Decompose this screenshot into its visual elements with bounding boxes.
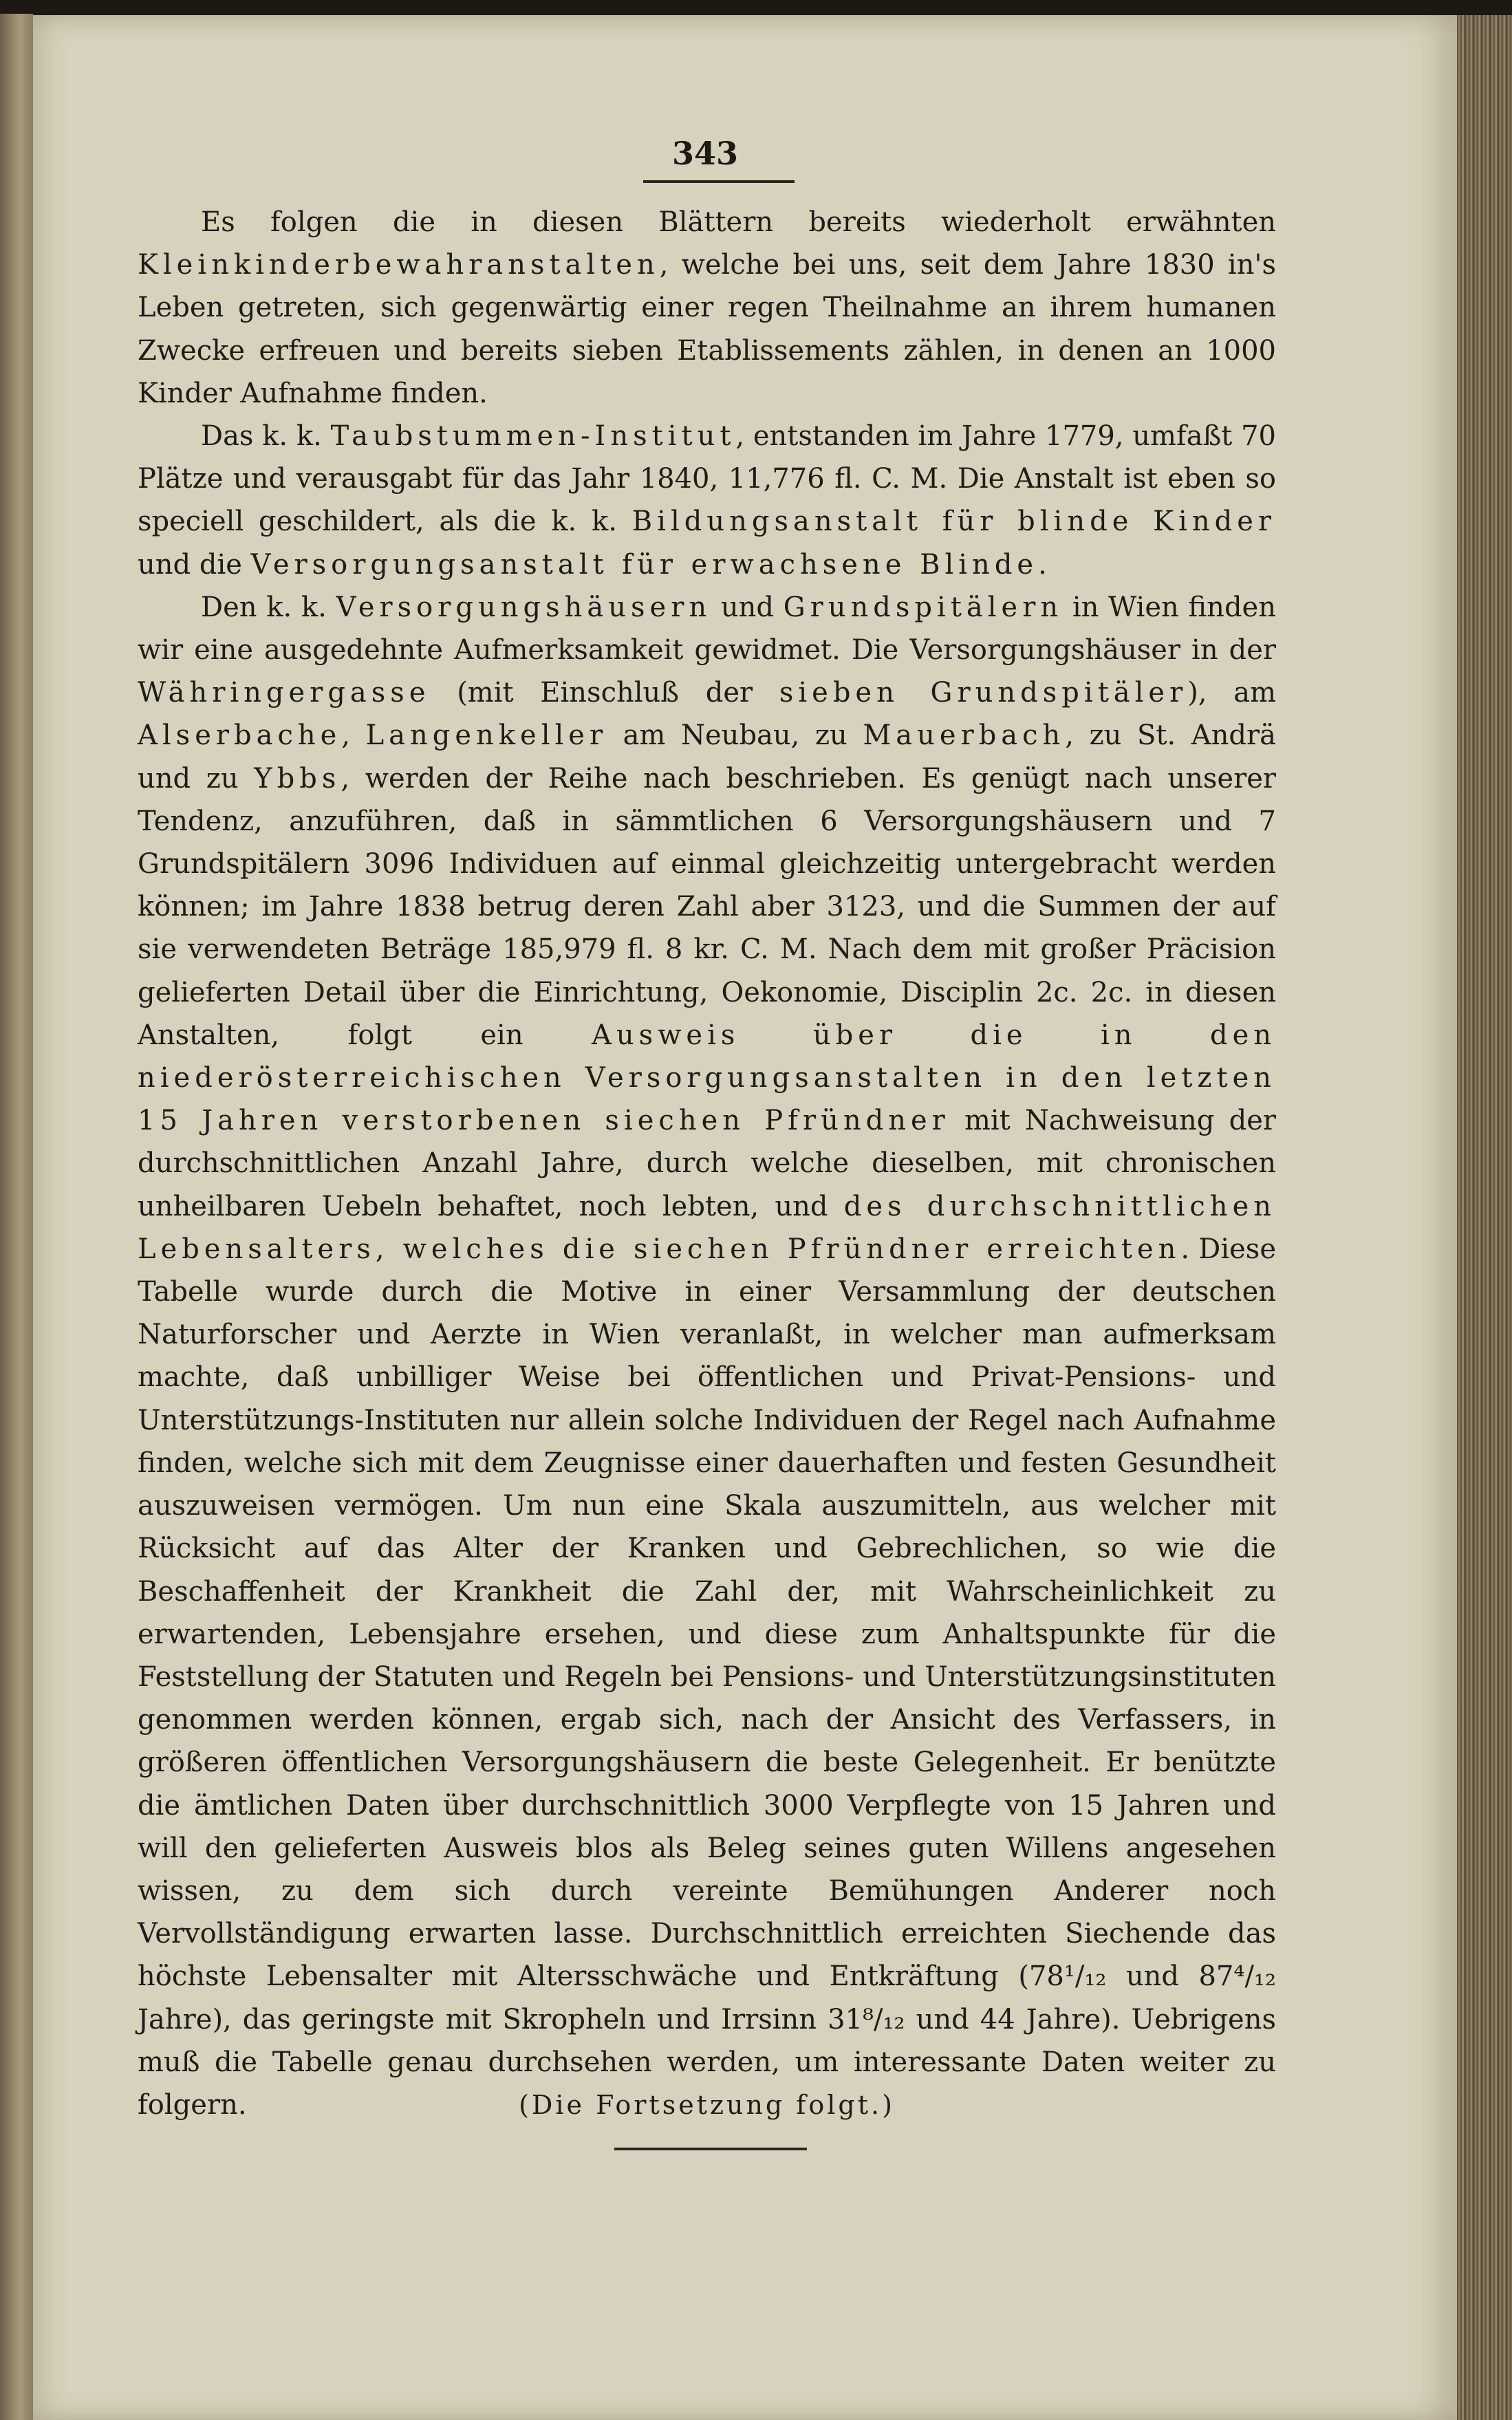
paragraph [138, 586, 1276, 2126]
text-segment: mit Nachweisung der durchschnittlichen Anzahl Jahre, durch welche dieselben, mit chronischen unheilbaren Uebeln behaftet, noch lebten, und [138, 1105, 1276, 1222]
text-segment: und [711, 591, 784, 623]
spaced-emphasis: Bildungsanstalt für blinde Kinder [631, 506, 1276, 538]
spaced-emphasis: Mauerbach [863, 720, 1066, 752]
text-segment: (mit Einschluß der [430, 677, 779, 709]
spaced-emphasis: Alserbache [138, 720, 342, 752]
spaced-emphasis: Kleinkinderbewahranstalten [138, 249, 660, 281]
text-segment: , welche bei uns, seit dem Jahre 1830 in's Leben getreten, sich gegenwärtig einer regen Theilnahme an ihrem humanen Zwecke erfreuen und bereits sieben Etablissements zählen, in denen an 1000 Kinder Aufnahme finden. [138, 249, 1276, 409]
spaced-emphasis: Ybbs [254, 762, 341, 795]
spaced-emphasis: Langenkeller [365, 720, 608, 752]
text-segment: . Diese Tabelle wurde durch die Motive in einer Versammlung der deutschen Naturforscher und Aerzte in Wien veranlaßt, in welcher man aufmerksam machte, daß unbilliger Weise bei öffentlichen und Privat-Pensions- und Unterstützungs-Instituten nur allein solche Individuen der Regel nach Aufnahme finden, welche sich mit dem Zeugnisse einer dauerhaften und festen Gesundheit auszuweisen vermögen. Um nun eine Skala auszumitteln, aus welcher mit Rücksicht auf das Alter der Kranken und Gebrechlichen, so wie die Beschaffenheit der Krankheit die Zahl der, mit Wahrscheinlichkeit zu erwartenden, Lebensjahre ersehen, und diese zum Anhaltspunkte für die Feststellung der Statuten und Regeln bei Pensions- und Unterstützungsinstituten genommen werden können, ergab sich, nach der Ansicht des Verfassers, in größeren öffentlichen Versorgungshäusern die beste Gelegenheit. Er benützte die ämtlichen Daten über durchschnittlich 3000 Verpflegte von 15 Jahren und will den gelieferten Ausweis blos als Beleg seines guten Willens angesehen wissen, zu dem sich durch vereinte Bemühungen Anderer noch Vervollständigung erwarten lasse. Durchschnittlich erreichten Siechende das höchste Lebensalter mit Altersschwäche und Entkräftung (78¹/₁₂ und 87⁴/₁₂ Jahre), das geringste mit Skropheln und Irrsinn 31⁸/₁₂ und 44 Jahre). Uebrigens muß die Tabelle genau durchsehen werden, um interessante Daten weiter zu folgern. [138, 1233, 1276, 2121]
continuation-note: (Die Fortsetzung folgt.) [519, 2090, 895, 2120]
facing-page-edge [0, 14, 33, 2420]
paragraph [138, 201, 1276, 415]
text-segment: . [1038, 548, 1047, 581]
page-stack-edge [1457, 15, 1512, 2420]
footer-rule [614, 2148, 807, 2150]
text-segment: Den k. k. [201, 591, 336, 623]
text-segment: und die [138, 548, 251, 581]
spaced-emphasis: sieben Grundspitäler [779, 677, 1188, 709]
text-segment: am Neubau, zu [607, 720, 863, 752]
text-segment: , [341, 720, 366, 752]
header-rule [643, 180, 795, 183]
text-segment: Das k. k. [201, 420, 331, 453]
spaced-emphasis: Grundspitälern [783, 591, 1063, 623]
text-segment: Es folgen die in diesen Blättern bereits wiederholt erwähnten [201, 206, 1276, 238]
spaced-emphasis: des durchschnittlichen Lebensalters, welches die siechen Pfründner erreichten [138, 1190, 1277, 1265]
text-segment: , werden der Reihe nach beschrieben. Es genügt nach unserer Tendenz, anzuführen, daß in sämmtlichen 6 Versorgungshäusern und 7 Grundspitälern 3096 Individuen auf einmal gleichzeitig untergebracht werden können; im Jahre 1838 betrug deren Zahl aber 3123, und die Summen der auf sie verwendeten Beträge 185,979 fl. 8 kr. C. M. Nach dem mit großer Präcision gelieferten Detail über die Einrichtung, Oekonomie, Disciplin 2c. 2c. in diesen Anstalten, folgt ein [138, 762, 1276, 1051]
spaced-emphasis: Währingergasse [138, 677, 431, 709]
paragraph [138, 415, 1276, 586]
spaced-emphasis: Ausweis über die in den niederösterreichischen Versorgungsanstalten in den letzten 15 Jahren verstorbenen siechen Pfründner [138, 1019, 1276, 1137]
text-segment: in Wien finden wir eine ausgedehnte Aufmerksamkeit gewidmet. Die Versorgungshäuser in der [138, 591, 1276, 667]
spaced-emphasis: Taubstummen-Institut [330, 420, 736, 453]
spaced-emphasis: Versorgungsanstalt für erwachsene Blinde [250, 548, 1039, 581]
body-text [138, 201, 1276, 2126]
text-segment: , zu St. Andrä und zu [138, 720, 1276, 795]
text-segment: , entstanden im Jahre 1779, umfaßt 70 Plätze und verausgabt für das Jahr 1840, 11,776 fl. C. M. Die Anstalt ist eben so speciell geschildert, als die k. k. [138, 420, 1277, 538]
page-number: 343 [671, 135, 739, 172]
text-segment: ), am [1187, 677, 1276, 709]
spaced-emphasis: Versorgungshäusern [336, 591, 712, 623]
